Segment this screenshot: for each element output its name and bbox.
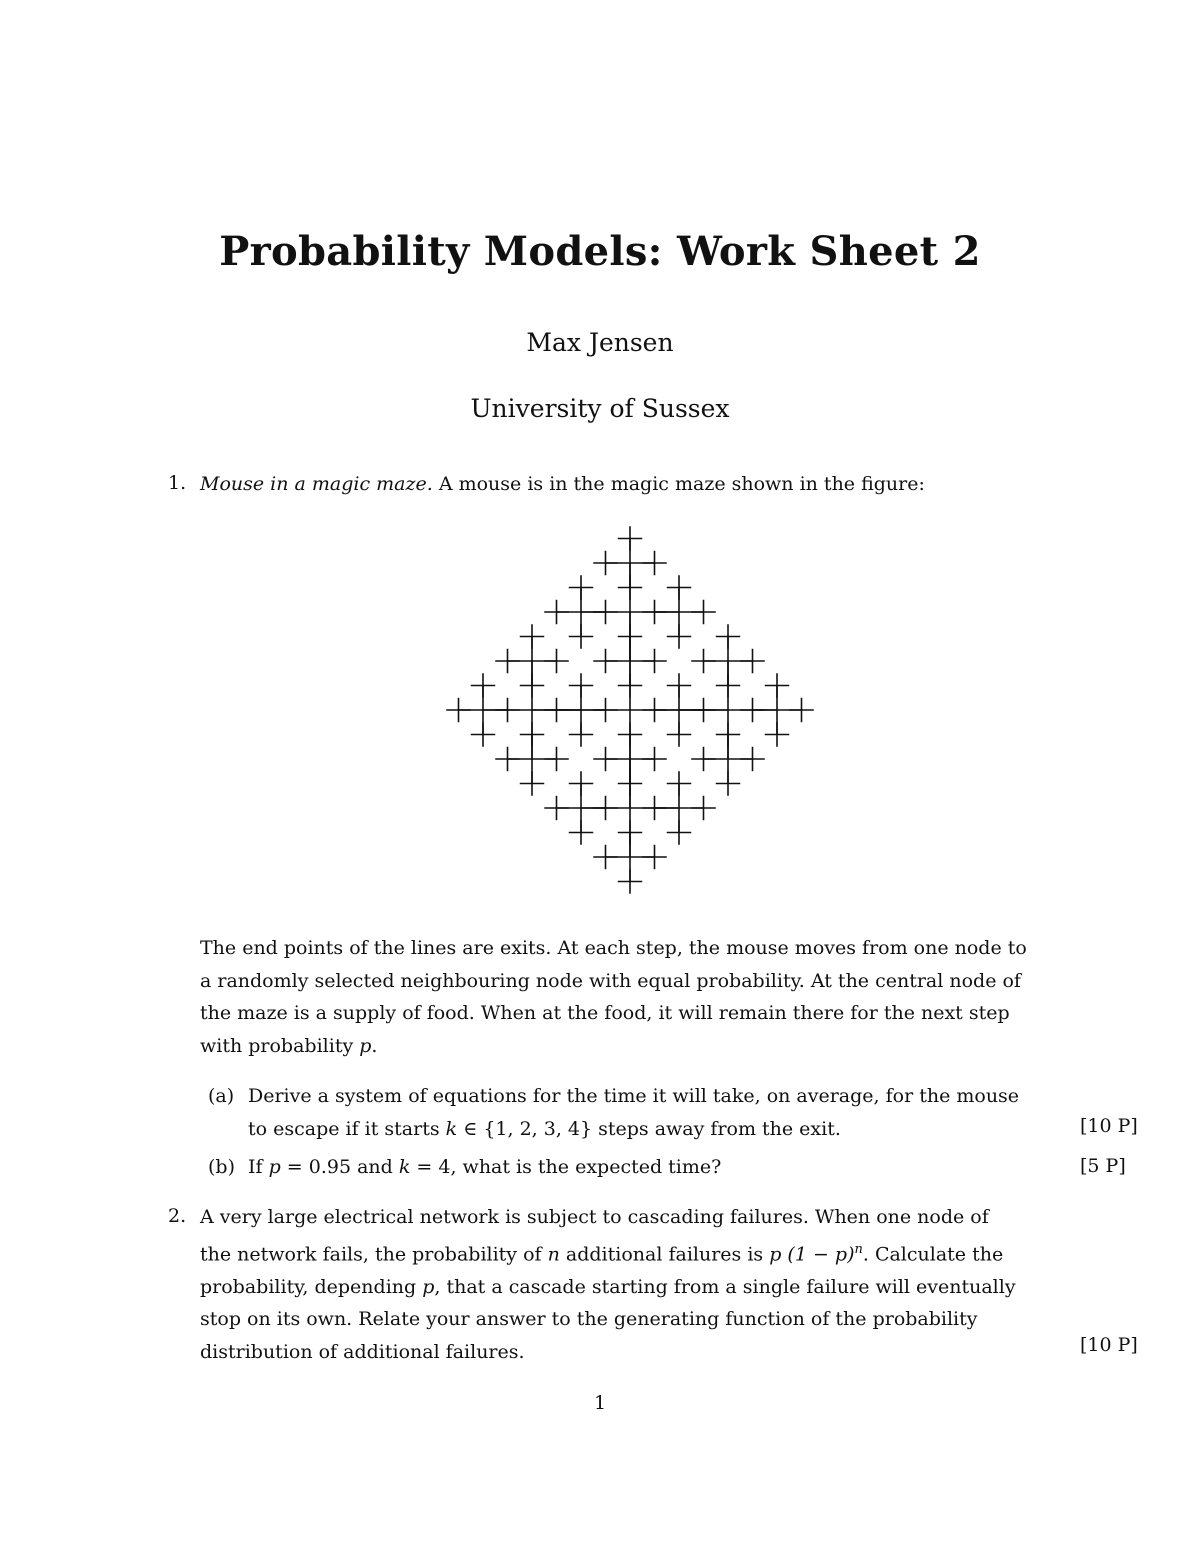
part-a-line: Derive a system of equations for the time it will take, on average, for the mouse	[248, 1085, 1020, 1107]
var-p: p	[359, 1034, 372, 1057]
problem-1-body-line: a randomly selected neighbouring node with equal probability. At the central node of	[200, 969, 1021, 992]
author-name: Max Jensen	[526, 328, 674, 357]
problem-1-intro-line	[200, 468, 1080, 501]
problem-2-line: the network fails, the probability of n additional failures is p $(1 - p)^n$. Calculate the	[200, 1241, 1004, 1265]
problem-1-intro: A mouse is in the magic maze shown in the figure:	[438, 473, 925, 495]
part-a-label: (a)	[208, 1085, 235, 1107]
problem-1-body	[200, 932, 1080, 1062]
problem-2-number: 2.	[168, 1205, 187, 1227]
problem-2-line: distribution of additional failures.	[200, 1340, 525, 1363]
problem-2-points: [10 P]	[1080, 1334, 1138, 1356]
page-title: Probability Models: Work Sheet 2	[219, 228, 981, 275]
problem-2-line: stop on its own. Relate your answer to the generating function of the probability	[200, 1308, 978, 1331]
problem-2-body	[200, 1201, 1060, 1368]
part-a-text	[248, 1080, 1068, 1145]
part-b-text: If p = 0.95 and k = 4, what is the expected time?	[248, 1156, 722, 1178]
page-number: 1	[593, 1392, 607, 1414]
problem-2-line: A very large electrical network is subject to cascading failures. When one node of	[200, 1206, 989, 1228]
problem-1-body-line: the maze is a supply of food. When at the food, it will remain there for the next step	[200, 1002, 1010, 1025]
part-b-label: (b)	[208, 1156, 235, 1178]
problem-2-line: probability, depending p, that a cascade starting from a single failure will eventually	[200, 1275, 1016, 1298]
problem-1-body-line: with probability p.	[200, 1034, 378, 1057]
var-k: k	[445, 1117, 458, 1140]
affiliation: University of Sussex	[470, 394, 730, 423]
problem-1-number: 1.	[168, 472, 187, 494]
part-a-line: to escape if it starts k ∈ {1, 2, 3, 4} steps away from the exit.	[248, 1117, 841, 1140]
part-a-points: [10 P]	[1080, 1115, 1138, 1137]
maze-figure-icon	[440, 520, 820, 900]
problem-1-body-line: The end points of the lines are exits. At each step, the mouse moves from one node to	[200, 937, 1027, 959]
part-b-points: [5 P]	[1080, 1155, 1126, 1177]
problem-1-heading: Mouse in a magic maze.	[200, 473, 433, 495]
